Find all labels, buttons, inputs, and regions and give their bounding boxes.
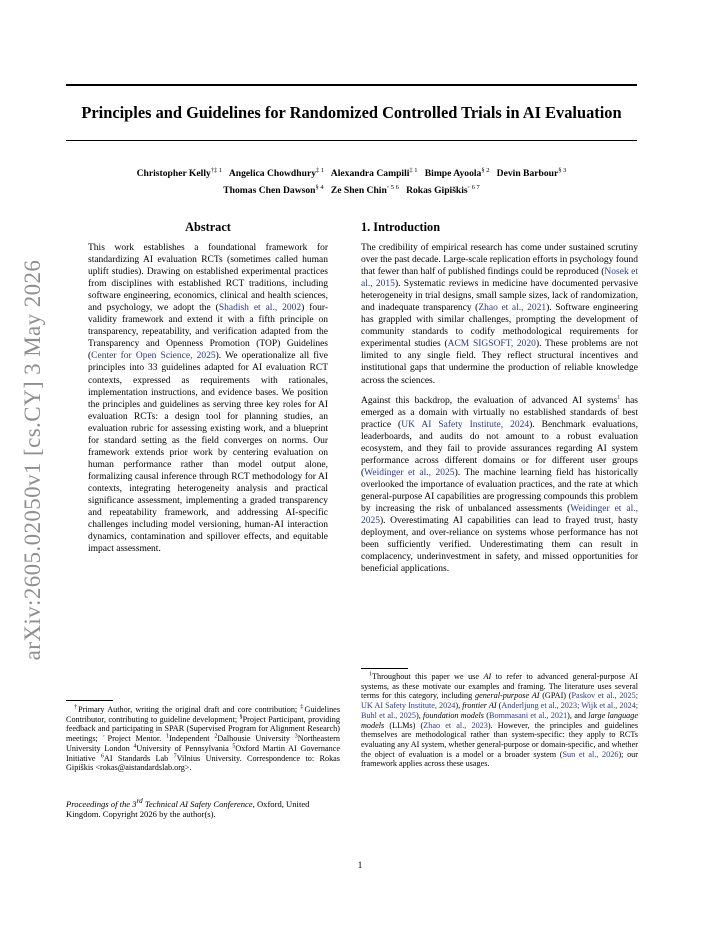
citation-link[interactable]: Nosek et al., 2015 (361, 267, 638, 290)
abstract-body: This work establishes a foundational framework for standardizing AI evaluation RCTs (sometimes called human uplift studies). Drawing on established experimental practices from disciplines with established RCT traditions, including software engineering, economics, clinical and health sciences, and psychology, we adopt the (Shadish et al., 2002) four-validity framework and extend it with a fifth principle on transparency, repeatability, and verification adapted from the Transparency and Openness Promotion (TOP) Guidelines (Center for Open Science, 2025). We operationalize all five principles into 33 guidelines adapted for AI evaluation RCT contexts, expressed as requirements with rationales, implementation instructions, and evidence bases. We position the principles and guidelines as serving three key roles for AI evaluation RCTs: a design tool for planning studies, an evaluation rubric for assessing existing work, and a blueprint for standard setting as the field converges on norms. Our framework extends prior work by centering evaluation on human performance rather than model output alone, formalizing causal inference through RCT methodology for AI contexts, integrating heterogeneity analysis and practical significance assessment, implementing a graded transparency and repeatability framework, and addressing AI-specific challenges including model versioning, human-AI interaction dynamics, contamination and spillover effects, and equitable impact assessment. (88, 243, 328, 555)
footnote-rule-right (361, 668, 408, 669)
author: Angelica Chowdhury$^{\ddagger 1}$ (228, 167, 325, 180)
introduction-heading: 1. Introduction (361, 220, 441, 234)
author: Christopher Kelly$^{\dagger\ddagger 1}$ (136, 167, 223, 180)
author: Alexandra Campili$^{\ddagger 1}$ (330, 167, 418, 180)
author: Devin Barbour$^{\S 3}$ (496, 167, 567, 180)
abstract-column (88, 218, 328, 555)
title-rule-bottom (66, 140, 637, 141)
terminology-footnote: $^1$Throughout this paper we use AI to refer to advanced general-purpose AI systems, as these motivate our examples and framing. The literature uses several terms for this category, including general-purpose AI (GPAI) (Paskov et al., 2025; UK AI Safety Institute, 2024), frontier AI (Anderljung et al., 2023; Wijk et al., 2024; Buhl et al., 2025), foundation models (Bommasani et al., 2021), and large language models (LLMs) (Zhao et al., 2023). However, the principles and guidelines themselves are methodological rather than system-specific: they apply to RCTs evaluating any AI system, whether general-purpose or domain-specific, and whether the object of evaluation is a model or a broader system (Sun et al., 2026); our framework applies across these usages. (361, 671, 639, 769)
citation-link[interactable]: Shadish et al., 2002 (218, 303, 302, 314)
citation-link[interactable]: Bommasani et al., 2021 (488, 710, 568, 720)
proceedings-note: Proceedings of the 3rd Technical AI Safety Conference, Oxford, United Kingdom. Copyright 2026 by the author(s). (66, 797, 310, 820)
footnote-marker[interactable]: 1 (617, 394, 621, 401)
citation-link[interactable]: UK AI Safety Institute, 2024 (401, 419, 530, 430)
introduction-column (361, 218, 638, 575)
citation-link[interactable]: Sun et al., 2026 (562, 749, 619, 759)
citation-link[interactable]: Weidinger et al., 2025 (364, 467, 455, 478)
paper-title: Principles and Guidelines for Randomized Controlled Trials in AI Evaluation (81, 103, 622, 122)
citation-link[interactable]: Anderljung et al., 2023; Wijk et al., 2024; Buhl et al., 2025 (361, 701, 638, 720)
intro-paragraph-2: Against this backdrop, the evaluation of advanced AI systems$^1$ has emerged as a domain with virtually no established standards of best practice (UK AI Safety Institute, 2024). Benchmark evaluations, leaderboards, and audits do not amount to a robust evaluation ecosystem, and they fail to provide assurances regarding AI system performance across different domains or for different user groups (Weidinger et al., 2025). The machine learning field has historically overlooked the importance of evaluation practices, and the rate at which general-purpose AI capabilities are progressing compounds this problem by increasing the risk of unbalanced assessments (Weidinger et al., 2025). Overestimating AI capabilities can lead to frayed trust, hasty deployment, and over-reliance on systems whose performance has not been sufficiently verified. Underestimating them can result in complacency, underinvestment in safety, and missed opportunities for beneficial applications. (361, 394, 639, 575)
citation-link[interactable]: Center for Open Science, 2025 (91, 351, 216, 362)
author: Ze Shen Chin$^{◦ 5 6}$ (330, 184, 399, 197)
title-rule-top (66, 84, 637, 86)
citation-link[interactable]: Paskov et al., 2025; UK AI Safety Institute, 2024 (361, 691, 638, 711)
citation-link[interactable]: Zhao et al., 2023 (423, 720, 488, 730)
arxiv-watermark-text: arXiv:2605.02050v1 [cs.CY] 3 May 2026 (20, 259, 45, 661)
author: Thomas Chen Dawson$^{\S 4}$ (223, 184, 324, 197)
author: Bimpe Ayoola$^{\S 2}$ (424, 167, 490, 180)
arxiv-watermark (14, 250, 52, 670)
author-list (66, 164, 637, 198)
intro-paragraph-1: The credibility of empirical research has come under sustained scrutiny over the past decade. Large-scale replication efforts in psychology found that fewer than half of published findings could be reproduced (Nosek et al., 2015). Systematic reviews in medicine have documented pervasive heterogeneity in trial designs, small sample sizes, lack of randomization, and inadequate transparency (Zhao et al., 2021). Software engineering has grappled with similar challenges, prompting the development of community standards to codify methodological requirements for experimental studies (ACM SIGSOFT, 2020). These problems are not limited to any single field. They reflect structural incentives and institutional gaps that undermine the production of reliable knowledge across the sciences. (361, 243, 639, 386)
footnote-rule-left (66, 700, 113, 701)
citation-link[interactable]: Weidinger et al., 2025 (361, 503, 638, 527)
page-number: 1 (357, 861, 363, 871)
citation-link[interactable]: ACM SIGSOFT, 2020 (447, 339, 536, 350)
abstract-heading: Abstract (185, 220, 231, 234)
author: Rokas Gipiškis$^{◦ 6 7}$ (406, 184, 480, 197)
citation-link[interactable]: Zhao et al., 2021 (478, 303, 547, 314)
author-affiliations-footnote: †Primary Author, writing the original draft and core contribution; ‡Guidelines Contributor, contributing to guideline development; §Project Participant, providing feedback and participating in SPAR (Supervised Program for Alignment Research) meetings; ◦Project Mentor. $^1$Independent $^2$Dalhousie University $^3$Northeastern University London $^4$University of Pennsylvania $^5$Oxford Martin AI Governance Initiative $^6$AI Standards Lab $^7$Vilnius University. Correspondence to: Rokas Gipiškis <rokas@aistandardslab.org>. (66, 704, 341, 773)
